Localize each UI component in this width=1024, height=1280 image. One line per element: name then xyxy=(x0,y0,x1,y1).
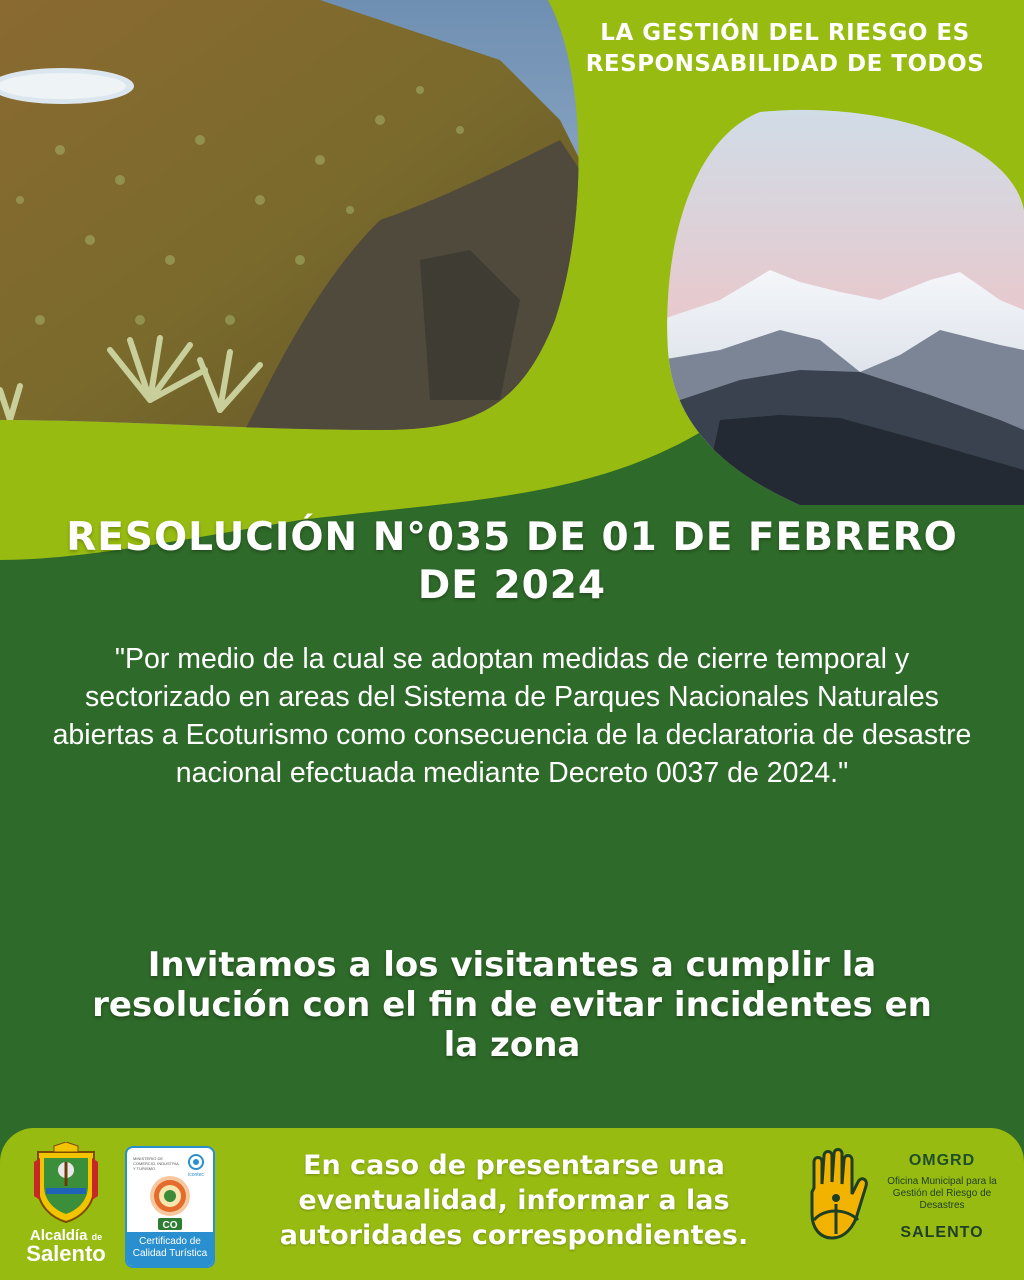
certificate-label: Certificado de Calidad Turística xyxy=(127,1232,213,1266)
salento-label: Salento xyxy=(26,1241,106,1266)
svg-text:icontec: icontec xyxy=(188,1172,204,1178)
emergency-message: En caso de presentarse una eventualidad, informar a las autoridades correspondientes. xyxy=(279,1150,749,1251)
resolution-quote: "Por medio de la cual se adoptan medidas de cierre temporal y sectorizado en areas del Sistema de Parques Nacionales Naturales abiertas a Ecoturismo como consecuencia de la declaratoria de desastre nacional efectuada mediante Decreto 0037 de 2024." xyxy=(52,643,972,789)
paramo-photo xyxy=(0,0,600,440)
tourism-quality-certificate xyxy=(125,1146,215,1268)
quality-seal-icon xyxy=(145,1174,195,1232)
hand-icon xyxy=(800,1148,872,1248)
resolution-title: RESOLUCIÓN N°035 DE 01 DE FEBRERO DE 2024 xyxy=(66,515,958,608)
svg-text:CO: CO xyxy=(162,1220,178,1231)
omgrd-subtitle: Oficina Municipal para la Gestión del Riesgo de Desastres xyxy=(887,1176,997,1211)
omgrd-acronym: OMGRD xyxy=(908,1152,976,1169)
ministry-label: MINISTERIO DE COMERCIO, INDUSTRIA Y TURISMO xyxy=(133,1156,179,1171)
visitor-invitation: Invitamos a los visitantes a cumplir la resolución con el fin de evitar incidentes en la zona xyxy=(92,945,932,1065)
alcaldia-label: Alcaldía de xyxy=(29,1227,103,1244)
omgrd-logo xyxy=(800,1148,1012,1264)
mountains-photo xyxy=(660,100,1024,510)
coat-of-arms-icon xyxy=(34,1142,98,1224)
alcaldia-salento-logo xyxy=(12,1140,120,1266)
slogan-heading: LA GESTIÓN DEL RIESGO ES RESPONSABILIDAD DE TODOS xyxy=(585,20,985,77)
omgrd-city: SALENTO xyxy=(900,1224,984,1241)
